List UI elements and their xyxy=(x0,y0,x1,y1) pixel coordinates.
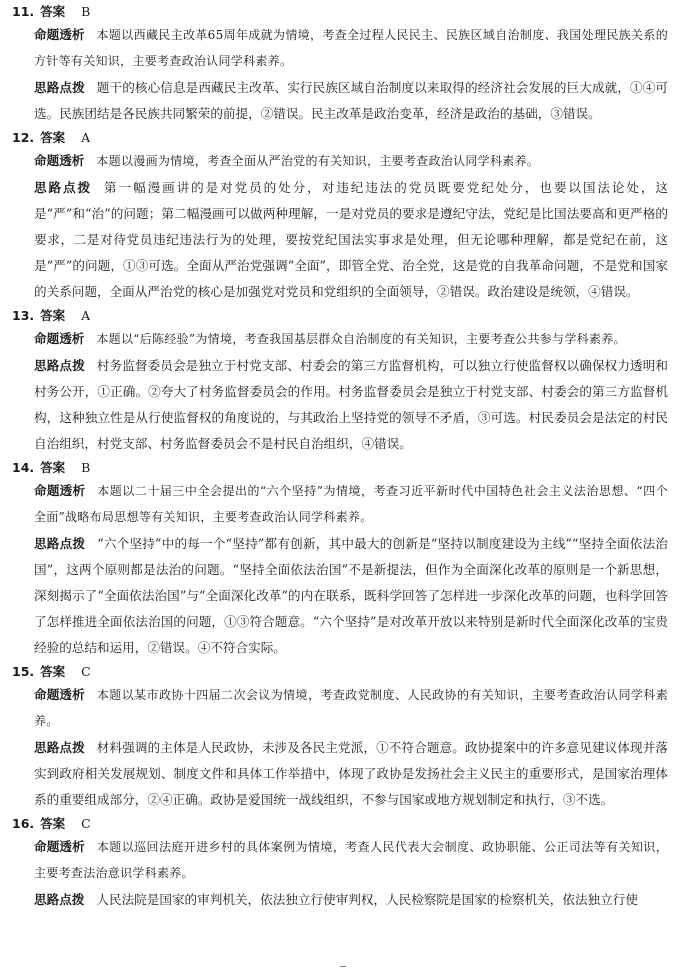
intro-label: 命题透析 xyxy=(34,331,85,346)
intro-text: 本题以西藏民主改革65周年成就为情境，考查全过程人民民主、民族区域自治制度、我国处理民族关系的方针等有关知识，主要考查政治认同学科素养。 xyxy=(34,28,669,68)
intro-text: 本题以“后陈经验”为情境，考查我国基层群众自治制度的有关知识，主要考查公共参与学科素养。 xyxy=(96,332,626,346)
analysis-block xyxy=(34,887,668,913)
answer-label: 答案 xyxy=(40,816,66,831)
answer-value: C xyxy=(81,664,91,679)
analysis-block xyxy=(34,175,668,305)
intro-label: 命题透析 xyxy=(34,27,85,42)
answer-value: B xyxy=(81,4,91,19)
intro-block xyxy=(34,478,668,530)
intro-block xyxy=(34,22,668,74)
question-number: 12. xyxy=(12,130,35,145)
intro-text: 本题以某市政协十四届二次会议为情境，考查政党制度、人民政协的有关知识，主要考查政治认同学科素养。 xyxy=(34,688,669,728)
question-12 xyxy=(0,128,692,305)
analysis-label: 思路点拨 xyxy=(34,892,85,907)
answer-line xyxy=(12,662,692,681)
question-15 xyxy=(0,662,692,813)
analysis-label: 思路点拨 xyxy=(34,80,85,95)
answer-value: C xyxy=(81,816,91,831)
analysis-block xyxy=(34,531,668,661)
question-14 xyxy=(0,458,692,661)
question-11 xyxy=(0,2,692,127)
question-number: 15. xyxy=(12,664,35,679)
analysis-text: 人民法院是国家的审判机关，依法独立行使审判权，人民检察院是国家的检察机关，依法独立行使 xyxy=(96,892,638,907)
question-number: 14. xyxy=(12,460,35,475)
answer-label: 答案 xyxy=(40,308,66,323)
answer-value: B xyxy=(81,460,91,475)
answer-value: A xyxy=(81,308,91,323)
analysis-label: 思路点拨 xyxy=(34,740,85,755)
intro-text: 本题以二十届三中全会提出的“六个坚持”为情境，考查习近平新时代中国特色社会主义法治思想、“四个全面”战略布局思想等有关知识，主要考查政治认同学科素养。 xyxy=(34,484,668,524)
intro-label: 命题透析 xyxy=(34,687,85,702)
analysis-block xyxy=(34,735,668,813)
analysis-text: 村务监督委员会是独立于村党支部、村委会的第三方监督机构，可以独立行使监督权以确保权力透明和村务公开，①正确。②夸大了村务监督委员会的作用。村务监督委员会是独立于村党支部、村委会的第三方监督机构，这种独立性是从行使监督权的角度说的，与其政治上坚持党的领导不矛盾，③可选。村民委员会是法定的村民自治组织，村党支部、村务监督委员会不是村民自治组织，④错误。 xyxy=(34,358,669,451)
analysis-text: “六个坚持”中的每一个“坚持”都有创新，其中最大的创新是“坚持以制度建设为主线”“坚持全面依法治国”，这两个原则都是法治的问题。“坚持全面依法治国”不是新提法，但作为全面深化改革的原则是一个新思想，深刻揭示了“全面依法治国”与“全面深化改革”的内在联系，既科学回答了怎样进一步深化改革的问题，也科学回答了怎样推进全面依法治国的问题，①③符合题意。“六个坚持”是对改革开放以来特别是新时代全面深化改革的宝贵经验的总结和运用，②错误。④不符合实际。 xyxy=(34,536,669,655)
analysis-text: 题干的核心信息是西藏民主改革、实行民族区域自治制度以来取得的经济社会发展的巨大成就，①④可选。民族团结是各民族共同繁荣的前提，②错误。民主改革是政治变革，经济是政治的基础，③错误。 xyxy=(34,80,669,121)
intro-block xyxy=(34,682,668,734)
intro-block xyxy=(34,834,668,886)
analysis-block xyxy=(34,353,668,457)
analysis-text: 材料强调的主体是人民政协，未涉及各民主党派，①不符合题意。政协提案中的许多意见建议体现并落实到政府相关发展规划、制度文件和具体工作举措中，体现了政协是发扬社会主义民主的重要形式，是国家治理体系的重要组成部分，②④正确。政协是爱国统一战线组织，不参与国家或地方规划制定和执行，③不选。 xyxy=(34,740,669,807)
answer-line xyxy=(12,458,692,477)
question-16 xyxy=(0,814,692,913)
question-13 xyxy=(0,306,692,457)
answer-label: 答案 xyxy=(40,664,66,679)
page-footer-mark xyxy=(340,966,346,967)
intro-text: 本题以巡回法庭开进乡村的具体案例为情境，考查人民代表大会制度、政协职能、公正司法等有关知识，主要考查法治意识学科素养。 xyxy=(34,840,669,880)
analysis-label: 思路点拨 xyxy=(34,358,85,373)
answer-label: 答案 xyxy=(40,130,66,145)
analysis-label: 思路点拨 xyxy=(34,180,93,195)
intro-label: 命题透析 xyxy=(34,839,85,854)
answer-line xyxy=(12,2,692,21)
answer-label: 答案 xyxy=(40,460,66,475)
analysis-label: 思路点拨 xyxy=(34,536,86,551)
answer-line xyxy=(12,128,692,147)
question-number: 16. xyxy=(12,816,35,831)
intro-label: 命题透析 xyxy=(34,483,86,498)
answer-value: A xyxy=(81,130,91,145)
intro-text: 本题以漫画为情境，考查全面从严治党的有关知识，主要考查政治认同学科素养。 xyxy=(96,154,540,168)
question-number: 13. xyxy=(12,308,35,323)
answer-line xyxy=(12,814,692,833)
intro-label: 命题透析 xyxy=(34,153,85,168)
answer-label: 答案 xyxy=(40,4,66,19)
intro-block xyxy=(34,326,668,352)
analysis-text: 第一幅漫画讲的是对党员的处分，对违纪违法的党员既要党纪处分，也要以国法论处，这是“严”和“治”的问题；第二幅漫画可以做两种理解，一是对党员的要求是遵纪守法，党纪是比国法要高和更严格的要求，二是对待党员违纪违法行为的处理，要按党纪国法实事求是处理，但无论哪种理解，都是党纪在前，这是“严”的问题，①③可选。全面从严治党强调“全面”，即管全党、治全党，这是党的自我革命问题，不是党和国家的关系问题，全面从严治党的核心是加强党对党员和党组织的全面领导，②错误。政治建设是统领，④错误。 xyxy=(34,180,669,299)
analysis-block xyxy=(34,75,668,127)
intro-block xyxy=(34,148,668,174)
answer-line xyxy=(12,306,692,325)
question-number: 11. xyxy=(12,4,35,19)
